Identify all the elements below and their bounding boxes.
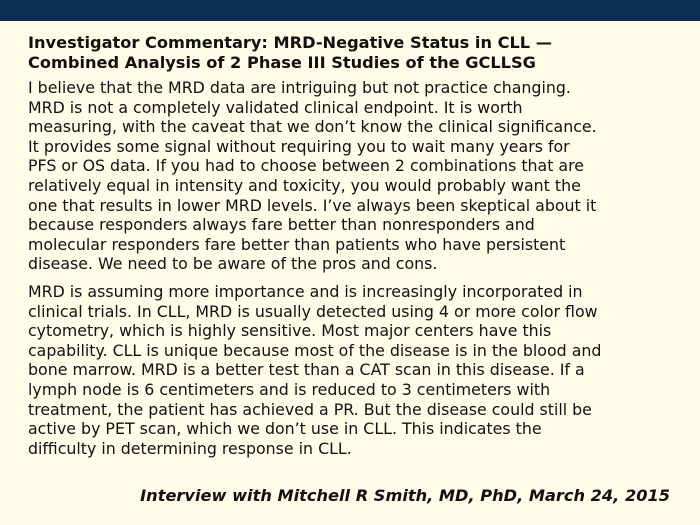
slide-content: [28, 33, 676, 458]
paragraph-line: MRD is assuming more importance and is increasingly incorporated in: [28, 281, 583, 301]
paragraph-line: difficulty in determining response in CLL.: [28, 438, 352, 458]
paragraph-line: one that results in lower MRD levels. I’ve always been skeptical about it: [28, 195, 597, 215]
paragraph-line: PFS or OS data. If you had to choose between 2 combinations that are: [28, 156, 584, 176]
slide-title-line: Investigator Commentary: MRD-Negative Status in CLL —: [28, 33, 552, 52]
paragraph-line: because responders always fare better than nonresponders and: [28, 215, 535, 235]
paragraph-line: active by PET scan, which we don’t use in CLL. This indicates the: [28, 419, 542, 439]
commentary-paragraph-2: [28, 282, 676, 458]
slide-title: [28, 33, 676, 72]
top-banner-bar: [0, 0, 700, 21]
interview-attribution: Interview with Mitchell R Smith, MD, PhD, March 24, 2015: [140, 486, 670, 505]
paragraph-line: relatively equal in intensity and toxicity, you would probably want the: [28, 175, 581, 195]
paragraph-line: capability. CLL is unique because most of the disease is in the blood and: [28, 340, 602, 360]
paragraph-line: MRD is not a completely validated clinical endpoint. It is worth: [28, 97, 523, 117]
paragraph-line: molecular responders fare better than patients who have persistent: [28, 234, 566, 254]
slide-title-line: Combined Analysis of 2 Phase III Studies of the GCLLSG: [28, 52, 536, 72]
paragraph-line: I believe that the MRD data are intriguing but not practice changing.: [28, 78, 571, 97]
paragraph-line: lymph node is 6 centimeters and is reduced to 3 centimeters with: [28, 379, 551, 399]
paragraph-line: disease. We need to be aware of the pros and cons.: [28, 254, 438, 274]
paragraph-line: bone marrow. MRD is a better test than a CAT scan in this disease. If a: [28, 360, 585, 380]
paragraph-line: treatment, the patient has achieved a PR. But the disease could still be: [28, 399, 592, 419]
paragraph-line: cytometry, which is highly sensitive. Most major centers have this: [28, 321, 552, 341]
paragraph-line: measuring, with the caveat that we don’t know the clinical significance.: [28, 117, 597, 137]
commentary-paragraph-1: [28, 78, 676, 274]
paragraph-line: It provides some signal without requiring you to wait many years for: [28, 136, 570, 156]
paragraph-line: clinical trials. In CLL, MRD is usually detected using 4 or more color flow: [28, 301, 598, 321]
